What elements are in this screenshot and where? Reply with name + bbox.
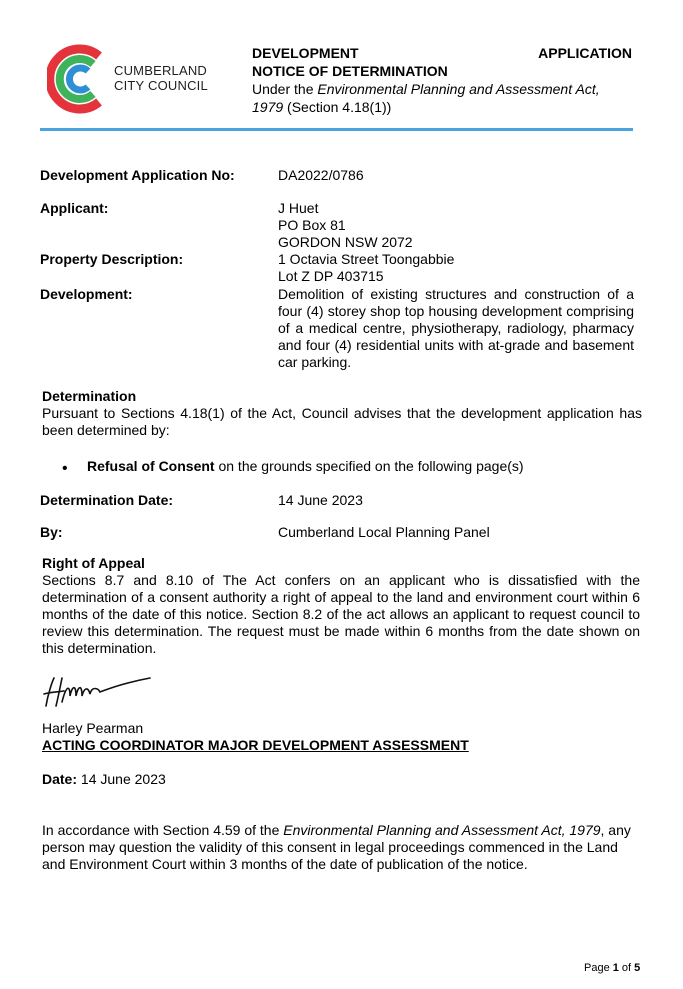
header-sub-act: Environmental Planning and Assessment Act, 1979 (252, 81, 600, 115)
applicant-value (278, 200, 634, 251)
da-number-value: DA2022/0786 (278, 167, 364, 183)
property-line: Lot Z DP 403715 (278, 268, 384, 284)
notice-suffix: , any person may question the validity of this consent in legal proceedings commenced in the Land and Environment Court within 3 months of the date of publication of the notice. (42, 822, 631, 872)
bullet-rest: on the grounds specified on the following page(s) (214, 458, 524, 474)
header-divider (40, 128, 633, 131)
appeal-heading: Right of Appeal (42, 555, 145, 571)
determination-bullet (87, 458, 524, 474)
da-number-label: Development Application No: (40, 167, 235, 183)
property-value (278, 251, 634, 285)
signatory-name: Harley Pearman (42, 720, 144, 736)
signature-date-value: 14 June 2023 (77, 771, 166, 787)
applicant-line: J Huet (278, 200, 319, 216)
header-sub-prefix: Under the (252, 81, 318, 97)
by-label: By: (40, 524, 63, 540)
bullet-icon: • (62, 460, 68, 477)
cumberland-logo-icon (47, 40, 117, 120)
page-word: Page (584, 962, 613, 974)
header-title-right: APPLICATION (538, 45, 632, 61)
applicant-line: PO Box 81 (278, 217, 346, 233)
signatory-title: ACTING COORDINATOR MAJOR DEVELOPMENT ASSESSMENT (42, 737, 469, 753)
page-number (584, 962, 640, 974)
determination-heading: Determination (42, 388, 137, 404)
property-line: 1 Octavia Street Toongabbie (278, 251, 455, 267)
applicant-label: Applicant: (40, 200, 109, 216)
property-label: Property Description: (40, 251, 184, 267)
logo-line-1: CUMBERLAND (114, 63, 208, 78)
page-of: of (618, 962, 635, 974)
development-label: Development: (40, 286, 133, 302)
header-subtitle (252, 80, 632, 116)
applicant-line: GORDON NSW 2072 (278, 234, 413, 250)
document-header (252, 44, 632, 116)
logo-line-2: CITY COUNCIL (114, 78, 208, 93)
determination-text: Pursuant to Sections 4.18(1) of the Act, Council advises that the development application has been determined by: (42, 405, 642, 438)
notice-act: Environmental Planning and Assessment Act, 1979 (283, 822, 601, 838)
determination-date-label: Determination Date: (40, 492, 174, 508)
page-current: 1 (612, 962, 619, 974)
header-title-left: DEVELOPMENT (252, 45, 359, 61)
signature-date-label: Date: (42, 771, 78, 787)
by-value: Cumberland Local Planning Panel (278, 524, 490, 540)
notice-prefix: In accordance with Section 4.59 of the (42, 822, 284, 838)
logo-text (114, 63, 208, 93)
development-value: Demolition of existing structures and construction of a four (4) storey shop top housing development comprising of a medical centre, physiotherapy, radiology, pharmacy and four (4) residential units with at-grade and basement car parking. (278, 286, 634, 370)
signature-icon (40, 672, 160, 717)
determination-date-value: 14 June 2023 (278, 492, 363, 508)
header-sub-suffix: (Section 4.18(1)) (283, 99, 392, 115)
bullet-bold: Refusal of Consent (87, 458, 215, 474)
header-title-line2: NOTICE OF DETERMINATION (252, 63, 448, 79)
page-total: 5 (634, 962, 641, 974)
appeal-text: Sections 8.7 and 8.10 of The Act confers on an applicant who is dissatisfied with the determination of a consent authority a right of appeal to the land and environment court within 6 months of the date of this notice. Section 8.2 of the act allows an applicant to request council to review this determination. The request must be made within 6 months from the date shown on this determination. (42, 572, 640, 656)
signature-date (42, 771, 642, 788)
validity-notice (42, 822, 642, 873)
